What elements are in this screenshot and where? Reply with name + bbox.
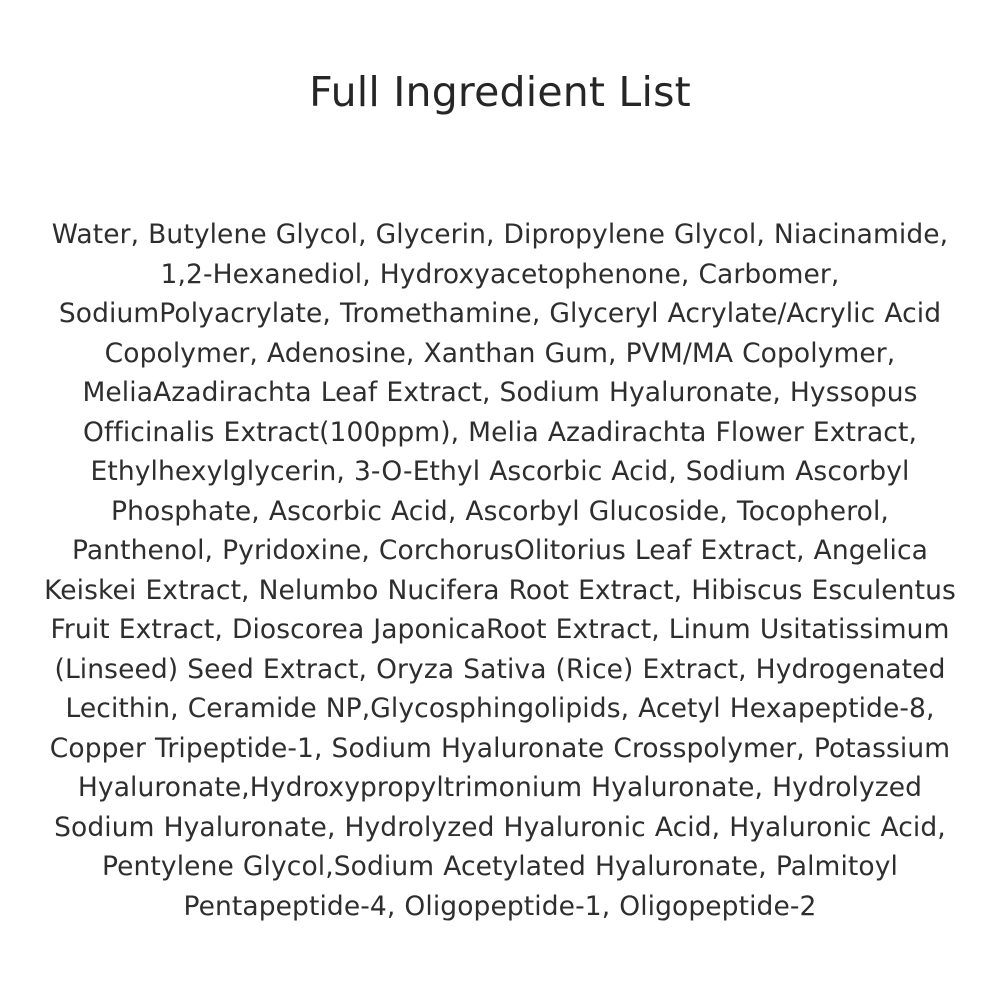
page-title: Full Ingredient List (309, 68, 691, 116)
ingredients-paragraph: Water, Butylene Glycol, Glycerin, Dipropylene Glycol, Niacinamide, 1,2-Hexanediol, Hydroxyacetophenone, Carbomer, SodiumPolyacrylate, Tromethamine, Glyceryl Acrylate/Acrylic Acid Copolymer, Adenosine, Xanthan Gum, PVM/MA Copolymer, MeliaAzadirachta Leaf Extract, Sodium Hyaluronate, Hyssopus Officinalis Extract(100ppm), Melia Azadirachta Flower Extract, Ethylhexylglycerin, 3-O-Ethyl Ascorbic Acid, Sodium Ascorbyl Phosphate, Ascorbic Acid, Ascorbyl Glucoside, Tocopherol, Panthenol, Pyridoxine, CorchorusOlitorius Leaf Extract, Angelica Keiskei Extract, Nelumbo Nucifera Root Extract, Hibiscus Esculentus Fruit Extract, Dioscorea JaponicaRoot Extract, Linum Usitatissimum (Linseed) Seed Extract, Oryza Sativa (Rice) Extract, Hydrogenated Lecithin, Ceramide NP,Glycosphingolipids, Acetyl Hexapeptide-8, Copper Tripeptide-1, Sodium Hyaluronate Crosspolymer, Potassium Hyaluronate,Hydroxypropyltrimonium Hyaluronate, Hydrolyzed Sodium Hyaluronate, Hydrolyzed Hyaluronic Acid, Hyaluronic Acid, Pentylene Glycol,Sodium Acetylated Hyaluronate, Palmitoyl Pentapeptide-4, Oligopeptide-1, Oligopeptide-2 (44, 219, 956, 922)
ingredients-section (20, 117, 980, 926)
